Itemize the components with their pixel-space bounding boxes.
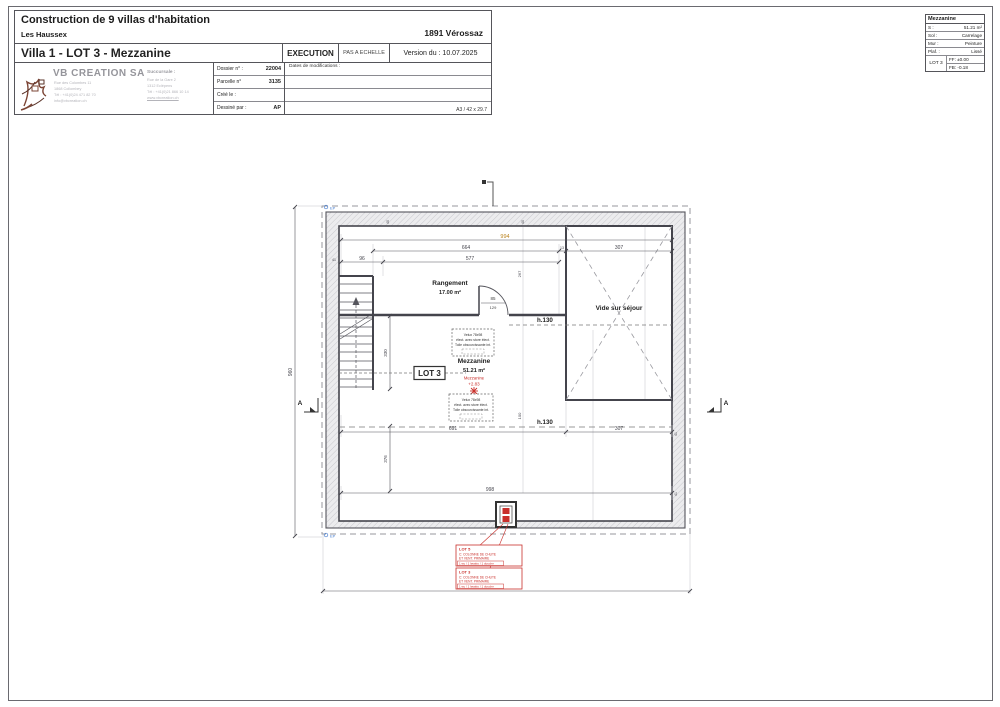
section-marker-right: [707, 398, 729, 412]
drain-column-2: [503, 516, 510, 522]
branch-label: Succursale :: [147, 70, 176, 75]
ep-top-label: EP: [330, 205, 336, 211]
parcelle-value: 3135: [268, 79, 281, 85]
velux-bottom-line2: élect. avec store élect.: [454, 403, 488, 407]
floor-label: Sol :: [928, 33, 938, 38]
stair-arrow-icon: [353, 297, 360, 305]
exterior-wall-inner: [339, 226, 672, 521]
red-note-2-line3: 1 wc / 1 lavabo / 1 douche: [459, 584, 494, 589]
dim-top-right: 307: [614, 245, 624, 251]
roof-outline: [322, 206, 690, 534]
velux-top-note: [452, 329, 494, 356]
ff-level: FF: ±0.00: [947, 56, 984, 64]
surface-value: 51.21 m²: [963, 25, 982, 30]
company-name: VB CREATION SA: [53, 68, 145, 79]
red-note-1-line2: ET VENT. PRIMAIRE: [459, 556, 490, 561]
lot-label: LOT 3: [926, 56, 947, 71]
dossier-label: Dossier n° :: [217, 66, 243, 72]
company-address1: Rue des Colombes 11: [54, 81, 92, 85]
red-note-1: [456, 545, 522, 566]
vide-sur-sejour: [566, 226, 672, 400]
rangement-area: 17.00 m²: [438, 290, 462, 296]
dim-top-small: 96: [359, 256, 365, 262]
velux-bottom-line1: Velux 78x98: [461, 398, 481, 402]
drawing-title: Villa 1 - LOT 3 - Mezzanine: [15, 44, 283, 62]
ceiling-label: Plaf. :: [928, 49, 940, 54]
company-email: info@vbcreation.ch: [54, 99, 87, 103]
dim-top-left: 664: [461, 245, 471, 251]
project-location: 1891 Vérossaz: [424, 28, 483, 38]
velux-top-line1: Velux 78x98: [463, 333, 483, 337]
red-note-2-line2: ET VENT. PRIMAIRE: [459, 579, 490, 584]
height-label-b: h.130: [537, 419, 553, 426]
company-address2: 1868 Collombey: [54, 87, 82, 91]
project-title: Construction de 9 villas d'habitation: [21, 14, 211, 26]
dim-bottom-inner: 998: [485, 487, 495, 493]
section-marker-left: [298, 398, 318, 412]
dim-top-total: 994: [500, 234, 510, 240]
door: [479, 286, 508, 315]
dim-depth-b: 100: [517, 412, 522, 420]
exterior-wall-hatch: [326, 212, 685, 528]
wall-label: Mur :: [928, 41, 939, 46]
project-subtitle: Les Haussex: [21, 30, 67, 39]
height-lines: [339, 317, 672, 427]
exterior-wall-outer: [326, 212, 685, 528]
rangement-label: Rangement: [432, 280, 468, 287]
velux-bottom-line3: Toile obscurcissante int.: [453, 408, 489, 412]
red-note-1-line3: 1 wc / 1 lavabo / 1 douche: [459, 561, 494, 566]
drawn-label: Dessiné par :: [217, 105, 247, 111]
parcelle-label: Parcelle n°: [217, 79, 242, 85]
room-card-title: Mezzanine: [926, 15, 984, 24]
velux-bottom-note: [449, 394, 493, 421]
ceiling-value: Lissé: [971, 49, 982, 54]
vide-label: Vide sur séjour: [595, 305, 643, 312]
level-name: Mezzanine: [463, 375, 485, 381]
dim-right-small-b: 41: [674, 492, 678, 496]
dim-stair: 330: [383, 349, 388, 357]
red-note-2-lot: LOT 3: [459, 569, 471, 575]
level-value: +2.83: [468, 381, 480, 387]
ep-bottom-label: EP: [330, 533, 336, 539]
dim-mid-right: 307: [614, 426, 624, 432]
dim-mid-left: 691: [448, 426, 458, 432]
modifications-label: Dates de modifications :: [285, 63, 491, 76]
section-left-label: A: [297, 400, 303, 407]
red-note-2-line1: C: COLONNE DE CHUTE: [459, 575, 497, 580]
drain-column-1: [503, 508, 510, 514]
dim-wall-b: 40: [521, 220, 525, 224]
height-label-a: h.130: [537, 317, 553, 324]
dim-depth-a: 267: [517, 270, 522, 278]
dim-top-gap: 13: [560, 246, 564, 250]
sheet-format: A3 / 42 x 29.7: [456, 107, 487, 113]
dossier-value: 22004: [265, 66, 281, 72]
door-height-dim: 129: [489, 305, 497, 310]
dim-vert-a: 376: [383, 455, 388, 463]
scale-note: PAS A ECHELLE: [339, 44, 390, 62]
red-note-2: [456, 568, 522, 589]
floor-value: Carrelage: [961, 33, 982, 38]
created-label: Créé le :: [217, 92, 236, 98]
dim-right-small-a: 41: [674, 432, 678, 436]
section-right-label: A: [723, 400, 729, 407]
fb-level: FB: -0.18: [949, 65, 968, 70]
dim-left-small: 41: [332, 258, 336, 262]
door-width-dim: 85: [490, 296, 496, 301]
lot-tag: [339, 367, 466, 380]
dim-left-total: 960: [288, 367, 294, 377]
branch-phone: Tél : +41(0)21 866 10 14: [147, 90, 189, 94]
velux-top-line3: Toile obscurcissante int.: [455, 343, 491, 347]
branch-address2: 1312 Eclépens: [147, 84, 173, 88]
surface-label: S :: [928, 25, 934, 30]
dim-top-inner: 577: [465, 256, 475, 262]
red-note-1-lot: LOT 5: [459, 546, 471, 552]
branch-address1: Rue de la Gare 2: [147, 78, 176, 82]
status-badge: EXECUTION: [283, 44, 339, 62]
version-label: Version du : 10.07.2025: [403, 49, 478, 57]
roof-reference-icon: [482, 180, 493, 206]
branch-web: www.vbcreation.ch: [147, 96, 179, 100]
mezzanine-label: Mezzanine: [457, 358, 491, 365]
lot-tag-label: LOT 3: [418, 369, 441, 378]
drawn-value: AP: [273, 105, 281, 111]
staircase: [340, 284, 372, 388]
dim-wall-a: 40: [386, 220, 390, 224]
velux-top-line2: élect. avec store élect.: [456, 338, 490, 342]
wall-value: Peinture: [964, 41, 982, 46]
red-note-1-line1: C: COLONNE DE CHUTE: [459, 552, 497, 557]
mezzanine-area: 51.21 m²: [462, 368, 486, 374]
company-phone: Tél : +41(0)24 471 82 70: [54, 93, 96, 97]
